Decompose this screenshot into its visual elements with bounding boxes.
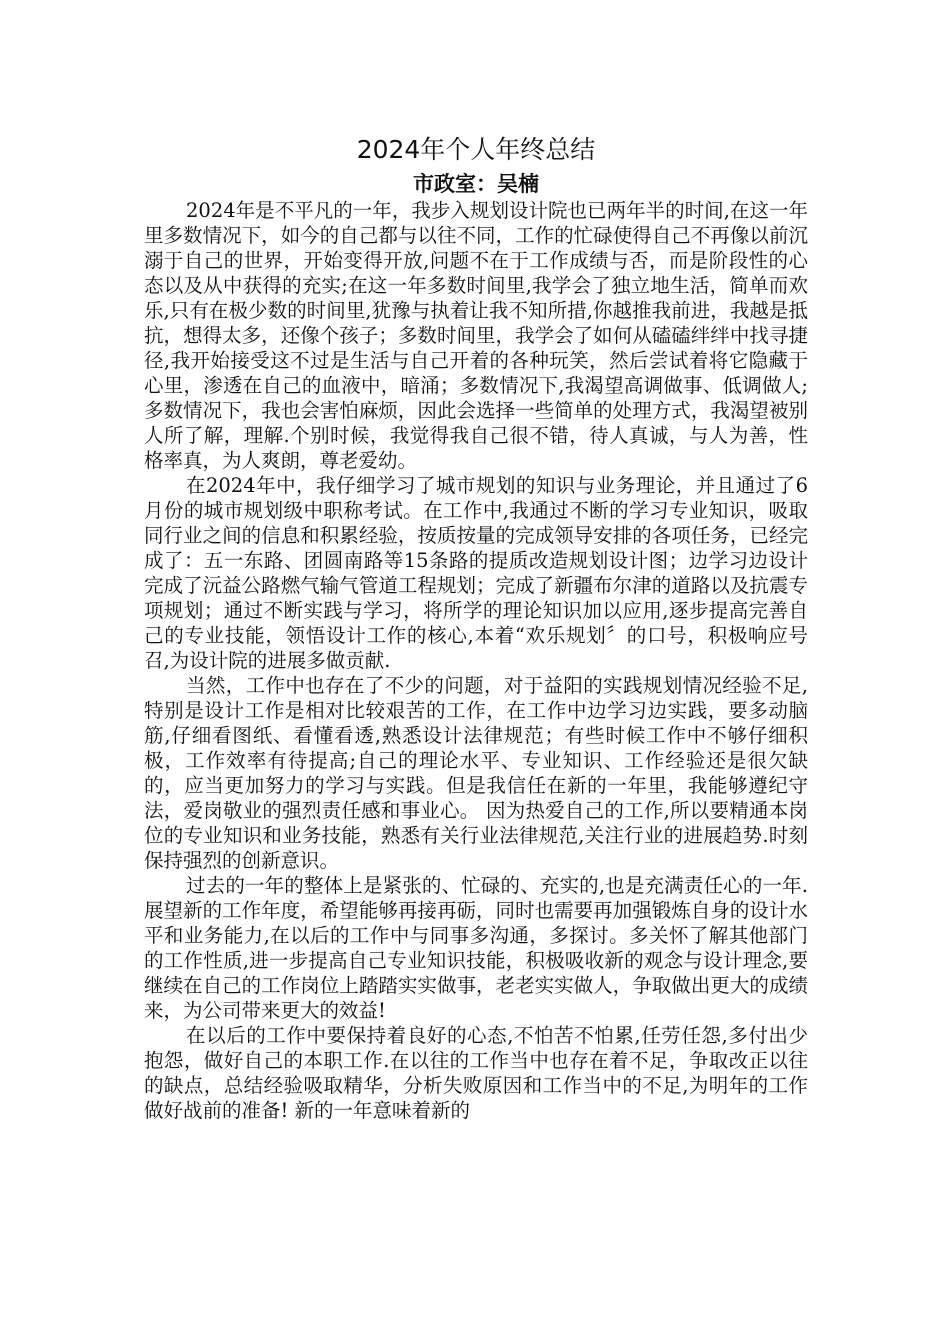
paragraph-2: 在2024年中，我仔细学习了城市规划的知识与业务理论，并且通过了6月份的城市规划级中职称考试。在工作中,我通过不断的学习专业知识，吸取同行业之间的信息和积累经验，按质按量的完成领导安排的各项任务，已经完成了：五一东路、团圆南路等15条路的提质改造规划设计图；边学习边设计完成了沅益公路燃气输气管道工程规划；完成了新疆布尔津的道路以及抗震专项规划；通过不断实践与学习，将所学的理论知识加以应用,逐步提高完善自己的专业技能，领悟设计工作的核心,本着“欢乐规划〞的口号，积极响应号召,为设计院的进展多做贡献. xyxy=(144,474,808,672)
document-body xyxy=(144,130,808,1123)
paragraph-3: 当然，工作中也存在了不少的问题，对于益阳的实践规划情况经验不足,特别是设计工作是相对比较艰苦的工作，在工作中边学习边实践，要多动脑筋,仔细看图纸、看懂看透,熟悉设计法律规范；有些时候工作中不够仔细积极，工作效率有待提高;自己的理论水平、专业知识、工作经验还是很欠缺的，应当更加努力的学习与实践。但是我信任在新的一年里，我能够遵纪守法，爱岗敬业的强烈责任感和事业心。 因为热爱自己的工作,所以要精通本岗位的专业知识和业务技能，熟悉有关行业法律规范,关注行业的进展趋势.时刻保持强烈的创新意识。 xyxy=(144,674,808,872)
document-title: 2024年个人年终总结 xyxy=(356,135,596,164)
author-line: 市政室：吴楠 xyxy=(413,172,539,196)
paragraph-1: 2024年是不平凡的一年，我步入规划设计院也已两年半的时间,在这一年里多数情况下，如今的自己都与以往不同，工作的忙碌使得自己不再像以前沉溺于自己的世界，开始变得开放,问题不在于工作成绩与否，而是阶段性的心态以及从中获得的充实;在这一年多数时间里,我学会了独立地生活，简单而欢乐,只有在极少数的时间里,犹豫与执着让我不知所措,你越推我前进，我越是抵抗，想得太多，还像个孩子；多数时间里，我学会了如何从磕磕绊绊中找寻捷径,我开始接受这不过是生活与自己开着的各种玩笑，然后尝试着将它隐藏于心里，渗透在自己的血液中，暗涌；多数情况下,我渴望高调做事、低调做人;多数情况下，我也会害怕麻烦，因此会选择一些简单的处理方式，我渴望被别人所了解，理解.个别时候，我觉得我自己很不错，待人真诚，与人为善，性格率真，为人爽朗，尊老爱幼。 xyxy=(144,199,808,472)
paragraph-4: 过去的一年的整体上是紧张的、忙碌的、充实的,也是充满责任心的一年.展望新的工作年度，希望能够再接再砺，同时也需要再加强锻炼自身的设计水平和业务能力,在以后的工作中与同事多沟通，多探讨。多关怀了解其他部门的工作性质,进一步提高自己专业知识技能，积极吸收新的观念与设计理念,要继续在自己的工作岗位上踏踏实实做事，老老实实做人，争取做出更大的成绩来，为公司带来更大的效益! xyxy=(144,874,808,1022)
paragraph-5: 在以后的工作中要保持着良好的心态,不怕苦不怕累,任劳任怨,多付出少抱怨，做好自己的本职工作.在以往的工作当中也存在着不足，争取改正以往的缺点，总结经验吸取精华，分析失败原因和工作当中的不足,为明年的工作做好战前的准备! 新的一年意味着新的 xyxy=(144,1024,808,1122)
